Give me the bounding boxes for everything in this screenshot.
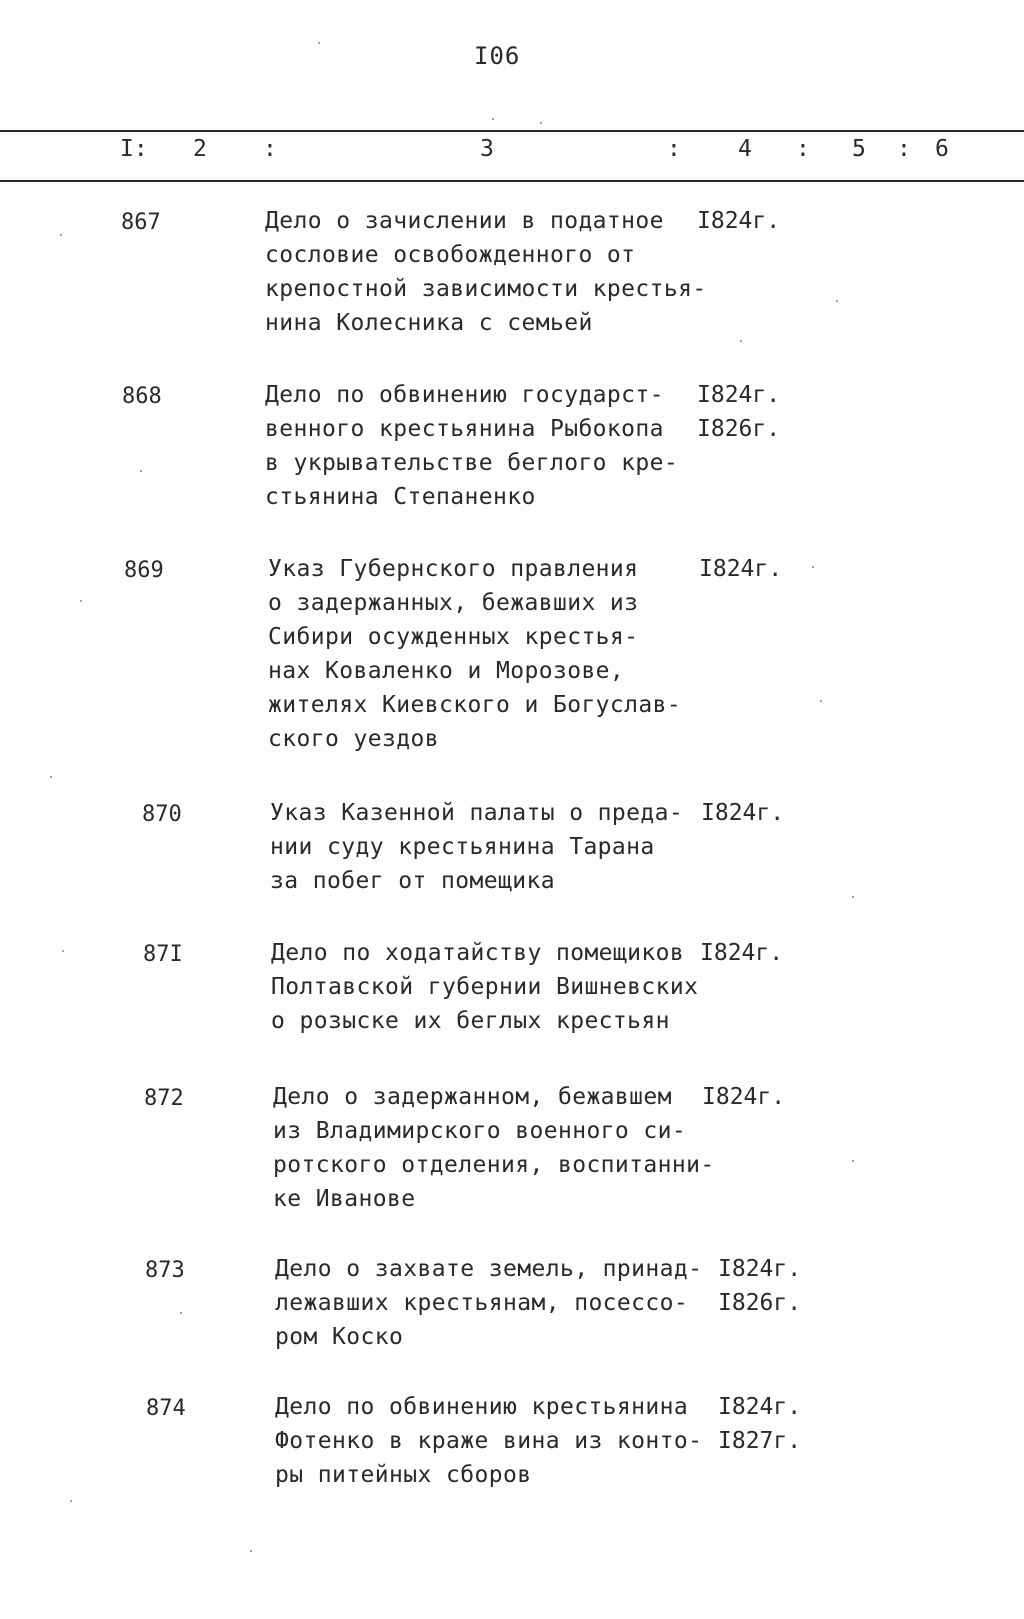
record-description <box>273 1080 715 1216</box>
record-line: за побег от помещика <box>270 868 555 894</box>
record-number: 870 <box>142 802 182 827</box>
record-year: I824г. <box>718 1256 802 1282</box>
record-number: 872 <box>144 1086 184 1111</box>
record-number: 87I <box>143 942 183 967</box>
record-year: I826г. <box>718 1290 802 1316</box>
record-line: Дело о задержанном, бежавшем <box>273 1084 672 1110</box>
record-line: венного крестьянина Рыбокопа <box>265 416 664 442</box>
record-line: в укрывательстве беглого кре- <box>265 450 679 476</box>
record-description <box>275 1252 702 1354</box>
record-year: I824г. <box>700 940 784 966</box>
record-description <box>275 1390 702 1492</box>
record-line: ры питейных сборов <box>275 1462 532 1488</box>
record-line: ротского отделения, воспитанни- <box>273 1152 715 1178</box>
header-rule-bottom <box>0 180 1024 182</box>
record-line: о розыске их беглых крестьян <box>271 1008 670 1034</box>
column-header-3: 3 <box>480 136 494 162</box>
record-year: I824г. <box>718 1394 802 1420</box>
record-line: Дело о зачислении в податное <box>265 208 664 234</box>
record-description <box>271 936 698 1038</box>
record-description <box>268 552 681 756</box>
record-line: ского уездов <box>268 726 439 752</box>
column-separator: : <box>667 136 681 162</box>
column-header-6: 6 <box>935 136 949 162</box>
record-description <box>265 378 678 514</box>
record-year: I824г. <box>701 800 785 826</box>
record-line: ке Иванове <box>273 1186 416 1212</box>
record-line: Дело по обвинению государст- <box>265 382 664 408</box>
record-line: из Владимирского военного си- <box>273 1118 687 1144</box>
record-line: Указ Губернского правления <box>268 556 639 582</box>
column-header-1: I: <box>120 136 148 162</box>
record-line: сословие освобожденного от <box>265 242 636 268</box>
record-years <box>702 1080 785 1114</box>
record-description <box>265 204 707 340</box>
record-years <box>700 936 783 970</box>
record-number: 874 <box>146 1396 186 1421</box>
header-rule-top <box>0 130 1024 132</box>
record-years <box>718 1252 801 1320</box>
record-years <box>718 1390 801 1458</box>
record-line: Дело о захвате земель, принад- <box>275 1256 703 1282</box>
record-line: нии суду крестьянина Тарана <box>270 834 655 860</box>
column-header-2: 2 <box>193 136 207 162</box>
record-line: Фотенко в краже вина из конто- <box>275 1428 703 1454</box>
record-year: I824г. <box>697 382 781 408</box>
record-line: стьянина Степаненко <box>265 484 536 510</box>
record-years <box>697 378 780 446</box>
record-line: жителях Киевского и Богуслав- <box>268 692 682 718</box>
record-line: Указ Казенной палаты о преда- <box>270 800 684 826</box>
record-line: лежавших крестьянам, посессо- <box>275 1290 689 1316</box>
record-years <box>699 552 782 586</box>
record-year: I826г. <box>697 416 781 442</box>
column-separator: : <box>796 136 810 162</box>
record-years <box>701 796 784 830</box>
page-number: I06 <box>474 42 521 70</box>
record-number: 873 <box>145 1258 185 1283</box>
record-line: Сибири осужденных крестья- <box>268 624 639 650</box>
record-number: 869 <box>124 558 164 583</box>
record-number: 868 <box>122 384 162 409</box>
record-description <box>270 796 683 898</box>
record-line: Дело по ходатайству помещиков <box>271 940 685 966</box>
column-header-4: 4 <box>738 136 752 162</box>
record-line: крепостной зависимости крестья- <box>265 276 707 302</box>
record-year: I824г. <box>699 556 783 582</box>
record-line: нах Коваленко и Морозове, <box>268 658 625 684</box>
column-separator: : <box>263 136 277 162</box>
record-line: ром Коско <box>275 1324 404 1350</box>
record-line: нина Колесника с семьей <box>265 310 593 336</box>
record-number: 867 <box>121 210 161 235</box>
record-line: Полтавской губернии Вишневских <box>271 974 699 1000</box>
record-years <box>697 204 780 238</box>
record-year: I824г. <box>702 1084 786 1110</box>
record-line: о задержанных, бежавших из <box>268 590 639 616</box>
record-year: I824г. <box>697 208 781 234</box>
column-header-5: 5 <box>852 136 866 162</box>
column-separator: : <box>897 136 911 162</box>
record-year: I827г. <box>718 1428 802 1454</box>
record-line: Дело по обвинению крестьянина <box>275 1394 689 1420</box>
